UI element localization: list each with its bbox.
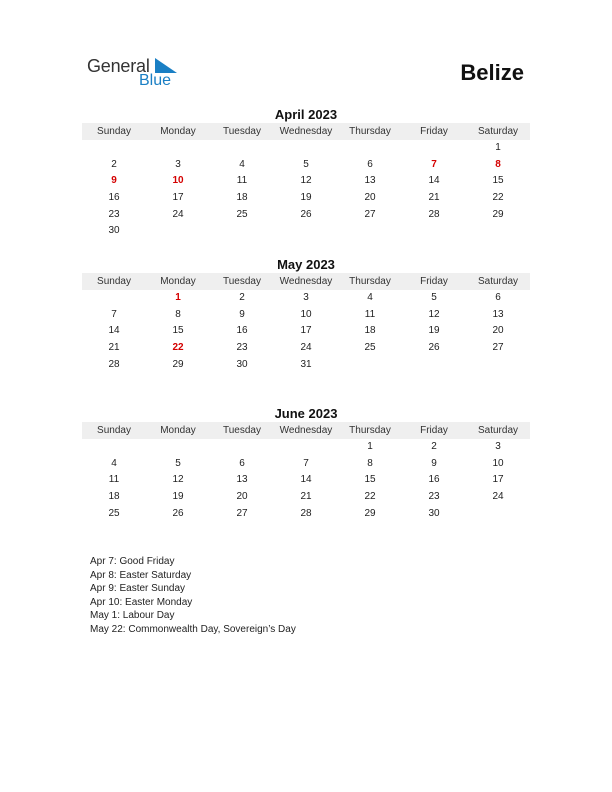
weekday-label: Monday <box>160 126 196 137</box>
day-cell: 20 <box>236 491 248 503</box>
day-cell: 4 <box>111 457 117 469</box>
logo-word-blue: Blue <box>139 72 172 89</box>
day-cell: 8 <box>367 457 373 469</box>
day-cell: 21 <box>300 491 312 503</box>
day-cell: 11 <box>364 308 376 320</box>
day-cell: 4 <box>367 292 373 303</box>
weekday-label: Saturday <box>477 425 519 436</box>
month-calendar <box>82 405 530 522</box>
day-cell: 27 <box>492 342 504 354</box>
day-cell: 7 <box>111 308 117 320</box>
day-cell: 2 <box>431 441 437 452</box>
day-cell: 20 <box>364 192 376 204</box>
day-cell: 27 <box>364 208 376 220</box>
generalblue-logo <box>87 56 187 92</box>
week-row <box>82 489 530 506</box>
day-cell: 10 <box>300 308 312 320</box>
day-cell: 3 <box>303 292 309 303</box>
day-cell: 29 <box>492 208 504 220</box>
weekday-label: Monday <box>160 276 196 287</box>
day-cell: 25 <box>236 208 248 220</box>
day-cell: 12 <box>428 308 440 320</box>
holiday-day-cell: 10 <box>172 175 184 187</box>
day-cell: 22 <box>364 491 376 503</box>
weekday-label: Tuesday <box>223 425 261 436</box>
empty-day-cell <box>146 439 210 456</box>
day-cell: 27 <box>236 507 248 519</box>
day-cell: 19 <box>300 192 312 204</box>
day-cell: 15 <box>172 325 184 337</box>
empty-day-cell <box>402 223 466 240</box>
holiday-day-cell: 1 <box>175 292 181 303</box>
day-cell: 5 <box>303 158 309 170</box>
holiday-day-cell: 8 <box>495 158 501 170</box>
day-cell: 3 <box>495 441 501 452</box>
empty-day-cell <box>402 140 466 157</box>
weekday-label: Sunday <box>97 276 131 287</box>
holiday-note: Apr 8: Easter Saturday <box>90 569 192 581</box>
day-cell: 24 <box>300 342 312 354</box>
day-cell: 16 <box>236 325 248 337</box>
day-cell: 4 <box>239 158 245 170</box>
day-cell: 25 <box>108 507 120 519</box>
empty-day-cell <box>146 140 210 157</box>
day-cell: 15 <box>492 175 504 187</box>
weekday-label: Thursday <box>349 276 391 287</box>
empty-day-cell <box>466 223 530 240</box>
week-row <box>82 207 530 224</box>
empty-day-cell <box>146 223 210 240</box>
day-cell: 31 <box>300 358 312 370</box>
month-calendar <box>82 256 530 373</box>
week-row <box>82 439 530 456</box>
week-row <box>82 190 530 207</box>
country-title: Belize <box>460 60 524 85</box>
day-cell: 2 <box>111 158 117 170</box>
month-title: May 2023 <box>277 257 335 272</box>
day-cell: 30 <box>428 507 440 519</box>
holiday-note: May 1: Labour Day <box>90 610 175 621</box>
holiday-note: Apr 7: Good Friday <box>90 556 175 567</box>
day-cell: 21 <box>428 192 440 204</box>
day-cell: 19 <box>172 491 184 503</box>
day-cell: 2 <box>239 292 245 303</box>
weekday-label: Wednesday <box>279 276 333 287</box>
empty-day-cell <box>210 140 274 157</box>
empty-day-cell <box>82 439 146 456</box>
week-row <box>82 506 530 523</box>
day-cell: 12 <box>172 474 184 486</box>
day-cell: 17 <box>492 474 504 486</box>
holiday-note: May 22: Commonwealth Day, Sovereign’s Day <box>90 623 296 635</box>
month-calendar <box>82 106 530 240</box>
day-cell: 1 <box>495 142 501 153</box>
week-row <box>82 357 530 374</box>
day-cell: 9 <box>239 308 245 320</box>
day-cell: 28 <box>108 358 120 370</box>
day-cell: 17 <box>300 325 312 337</box>
week-row <box>82 307 530 324</box>
empty-day-cell <box>466 357 530 374</box>
holiday-day-cell: 9 <box>111 175 117 187</box>
empty-day-cell <box>402 357 466 374</box>
weekday-label: Sunday <box>97 126 131 137</box>
empty-day-cell <box>82 140 146 157</box>
empty-day-cell <box>82 290 146 307</box>
day-cell: 24 <box>492 491 504 503</box>
day-cell: 26 <box>300 208 312 220</box>
day-cell: 19 <box>428 325 440 337</box>
day-cell: 11 <box>108 474 120 486</box>
empty-day-cell <box>274 439 338 456</box>
weekday-label: Saturday <box>477 276 519 287</box>
holiday-list <box>90 555 296 636</box>
week-row <box>82 323 530 340</box>
day-cell: 15 <box>364 474 376 486</box>
day-cell: 30 <box>108 225 120 237</box>
weekday-label: Monday <box>160 425 196 436</box>
weekday-label: Wednesday <box>279 425 333 436</box>
day-cell: 13 <box>364 175 376 187</box>
day-cell: 21 <box>108 342 120 354</box>
day-cell: 23 <box>428 491 440 503</box>
day-cell: 8 <box>175 308 181 320</box>
day-cell: 18 <box>236 192 248 204</box>
day-cell: 23 <box>236 342 248 354</box>
day-cell: 18 <box>108 491 120 503</box>
week-row <box>82 340 530 357</box>
weekday-label: Thursday <box>349 126 391 137</box>
day-cell: 24 <box>172 208 184 220</box>
weekday-label: Thursday <box>349 425 391 436</box>
day-cell: 9 <box>431 457 437 469</box>
month-title: April 2023 <box>274 107 338 122</box>
week-row <box>82 223 530 240</box>
day-cell: 29 <box>364 507 376 519</box>
weekday-label: Sunday <box>97 425 131 436</box>
day-cell: 30 <box>236 358 248 370</box>
day-cell: 3 <box>175 158 181 170</box>
week-row <box>82 157 530 174</box>
week-row <box>82 173 530 190</box>
week-row <box>82 456 530 473</box>
month-title: June 2023 <box>274 406 338 421</box>
day-cell: 10 <box>492 457 504 469</box>
day-cell: 29 <box>172 358 184 370</box>
day-cell: 26 <box>428 342 440 354</box>
empty-day-cell <box>338 223 402 240</box>
empty-day-cell <box>210 223 274 240</box>
weekday-label: Tuesday <box>223 276 261 287</box>
day-cell: 14 <box>300 474 312 486</box>
empty-day-cell <box>338 357 402 374</box>
empty-day-cell <box>274 223 338 240</box>
holiday-day-cell: 22 <box>172 342 184 354</box>
day-cell: 14 <box>428 175 440 187</box>
holiday-note: Apr 9: Easter Sunday <box>90 583 186 594</box>
empty-day-cell <box>274 140 338 157</box>
weekday-header-row <box>82 123 530 140</box>
day-cell: 23 <box>108 208 120 220</box>
day-cell: 28 <box>300 507 312 519</box>
weekday-label: Wednesday <box>279 126 333 137</box>
day-cell: 7 <box>303 457 309 469</box>
day-cell: 14 <box>108 325 120 337</box>
day-cell: 6 <box>495 292 501 303</box>
day-cell: 12 <box>300 175 312 187</box>
day-cell: 17 <box>172 192 184 204</box>
day-cell: 1 <box>367 441 373 452</box>
empty-day-cell <box>466 506 530 523</box>
day-cell: 13 <box>236 474 248 486</box>
weekday-label: Friday <box>420 126 448 137</box>
holiday-note: Apr 10: Easter Monday <box>90 596 193 608</box>
weekday-label: Tuesday <box>223 126 261 137</box>
day-cell: 16 <box>108 192 120 204</box>
empty-day-cell <box>338 140 402 157</box>
empty-day-cell <box>210 439 274 456</box>
day-cell: 18 <box>364 325 376 337</box>
week-row <box>82 472 530 489</box>
day-cell: 5 <box>431 292 437 303</box>
logo-word-general: General <box>87 56 150 76</box>
weekday-header-row <box>82 273 530 290</box>
day-cell: 6 <box>367 158 373 170</box>
weekday-label: Saturday <box>477 126 519 137</box>
day-cell: 20 <box>492 325 504 337</box>
weekday-label: Friday <box>420 425 448 436</box>
week-row <box>82 140 530 157</box>
day-cell: 28 <box>428 208 440 220</box>
weekday-label: Friday <box>420 276 448 287</box>
week-row <box>82 290 530 307</box>
day-cell: 13 <box>492 308 504 320</box>
day-cell: 5 <box>175 457 181 469</box>
day-cell: 16 <box>428 474 440 486</box>
day-cell: 6 <box>239 457 245 469</box>
day-cell: 26 <box>172 507 184 519</box>
weekday-header-row <box>82 422 530 439</box>
day-cell: 25 <box>364 342 376 354</box>
holiday-day-cell: 7 <box>431 158 437 170</box>
day-cell: 22 <box>492 192 504 204</box>
day-cell: 11 <box>236 175 248 187</box>
